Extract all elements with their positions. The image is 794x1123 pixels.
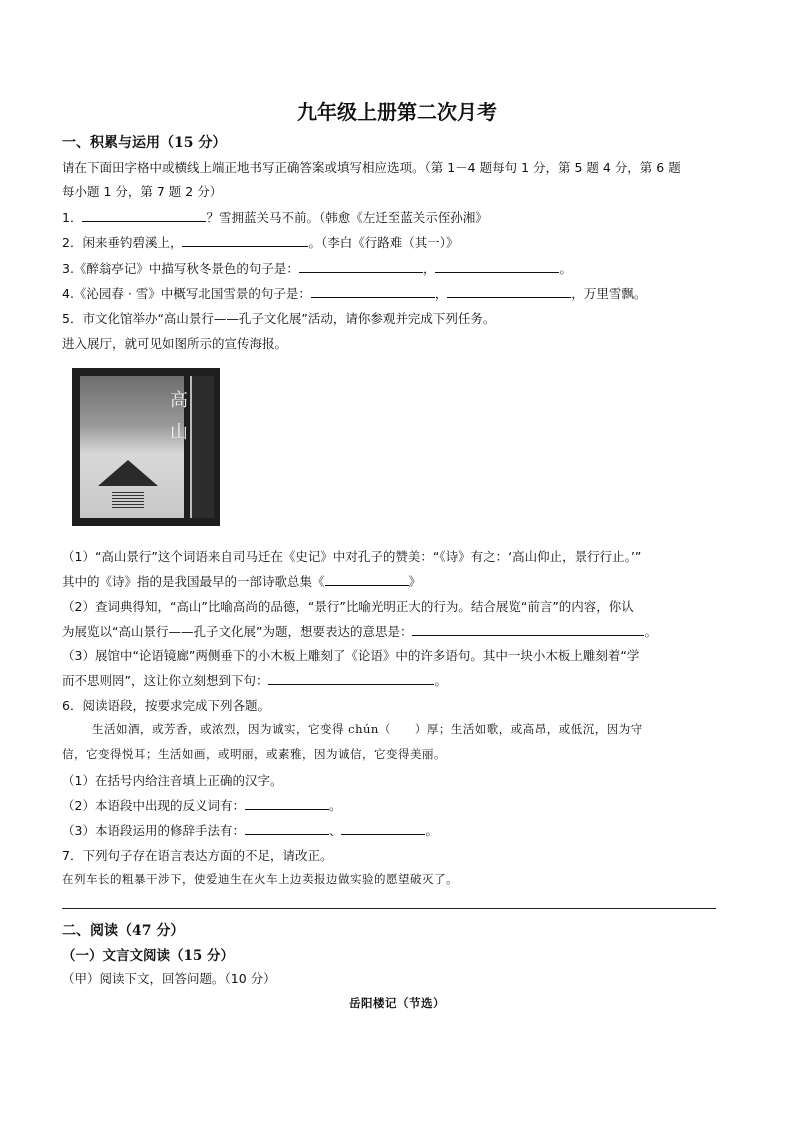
answer-blank-6-3b[interactable]: [341, 822, 425, 835]
question-5-2-text: 为展览以“高山景行——孔子文化展”为题，想要表达的意思是：: [62, 624, 413, 639]
question-5-1-line-2: [62, 572, 421, 590]
poster-side-strip: [190, 376, 214, 518]
question-3-sep: ，: [422, 261, 436, 276]
question-3-end: 。: [559, 261, 572, 276]
exhibition-poster: [72, 368, 220, 526]
instruction-line-1: 请在下面田字格中或横线上端正地书写正确答案或填写相应选项。（第 1－4 题每句 1 分，第 5 题 4 分，第 6 题: [62, 160, 681, 175]
question-5-3-line-1: （3）展馆中“论语镜廊”两侧垂下的小木板上雕刻了《论语》中的许多语句。其中一块小木板上雕刻着“学: [62, 648, 640, 663]
question-1-text: ？雪拥蓝关马不前。（韩愈《左迁至蓝关示侄孙湘》: [206, 210, 488, 225]
question-6-2: [62, 796, 341, 814]
question-5-2-line-2: [62, 622, 657, 640]
question-6-2-end: 。: [328, 798, 342, 813]
poster-char-2: 山: [170, 422, 188, 443]
question-1: [62, 208, 488, 226]
reading-instruction: （甲）阅读下文，回答问题。（10 分）: [62, 971, 276, 986]
question-5-3-line-2: [62, 671, 447, 689]
question-5-2-line-1: （2）查词典得知，“高山”比喻高尚的品德，“景行”比喻光明正大的行为。结合展览“前言”的内容，你认: [62, 599, 634, 614]
answer-blank-6-3a[interactable]: [245, 822, 329, 835]
answer-blank-4a[interactable]: [311, 285, 435, 298]
question-6: 6．阅读语段，按要求完成下列各题。: [62, 698, 270, 713]
question-4-end: ，万里雪飘。: [571, 286, 647, 301]
question-5: 5．市文化馆举办“高山景行——孔子文化展”活动，请你参观并完成下列任务。: [62, 311, 496, 326]
question-5-1-text: 其中的《诗》指的是我国最早的一部诗歌总集《: [62, 574, 325, 589]
question-6-1: （1）在括号内给注音填上正确的汉字。: [62, 773, 283, 788]
section-heading-part2: 二、阅读（47 分）: [62, 923, 185, 939]
question-5-intro: 进入展厅，就可见如图所示的宣传海报。: [62, 336, 288, 351]
question-4-sep: ，: [434, 286, 448, 301]
answer-blank-3a[interactable]: [299, 260, 423, 273]
answer-blank-1[interactable]: [82, 209, 206, 222]
section-heading-part1: 一、积累与运用（15 分）: [62, 135, 227, 151]
question-6-2-text: （2）本语段中出现的反义词有：: [62, 798, 245, 813]
question-6-passage-line-1: 生活如酒，或芳香，或浓烈，因为诚实，它变得 chún（ ）厚；生活如歌，或高昂，或低沉，因为守: [92, 722, 643, 736]
answer-blank-5-1[interactable]: [325, 573, 409, 586]
question-1-number: 1．: [62, 210, 83, 225]
question-2-text: 2．闲来垂钓碧溪上，: [62, 235, 183, 250]
question-6-3-sep: 、: [328, 823, 342, 838]
answer-blank-6-2[interactable]: [245, 797, 329, 810]
question-5-3-end: 。: [434, 673, 447, 688]
question-6-passage-line-2: 信，它变得悦耳；生活如画，或明丽，或素雅，因为诚信，它变得美丽。: [62, 747, 446, 761]
question-2: [62, 233, 458, 251]
poster-text-lines: [112, 492, 144, 510]
answer-blank-4b[interactable]: [447, 285, 571, 298]
page-title: 九年级上册第二次月考: [297, 100, 497, 124]
instruction-line-2: 每小题 1 分，第 7 题 2 分）: [62, 184, 223, 199]
question-5-1-line-1: （1）“高山景行”这个词语来自司马迁在《史记》中对孔子的赞美：“《诗》有之：‘高山仰止，景行行止。’”: [62, 549, 642, 564]
subsection-heading: （一）文言文阅读（15 分）: [62, 948, 234, 964]
section-divider: [62, 908, 716, 909]
question-5-3-text: 而不思则罔”，这让你立刻想到下句：: [62, 673, 269, 688]
question-4: [62, 284, 646, 302]
question-6-3-end: 。: [425, 823, 438, 838]
question-7: 7．下列句子存在语言表达方面的不足，请改正。: [62, 848, 333, 863]
question-2-tail: 。（李白《行路难（其一）》: [308, 235, 459, 250]
answer-blank-2[interactable]: [182, 234, 308, 247]
answer-blank-5-3[interactable]: [268, 672, 434, 685]
poster-char-1: 高: [170, 390, 188, 411]
passage-title: 岳阳楼记（节选）: [349, 996, 445, 1010]
answer-blank-5-2[interactable]: [412, 623, 644, 636]
question-3: [62, 259, 572, 277]
poster-mountain-shape: [98, 460, 158, 486]
answer-blank-3b[interactable]: [435, 260, 559, 273]
question-5-2-end: 。: [644, 624, 657, 639]
question-3-text: 3.《醉翁亭记》中描写秋冬景色的句子是：: [62, 261, 299, 276]
question-6-3-text: （3）本语段运用的修辞手法有：: [62, 823, 245, 838]
question-5-1-end: 》: [408, 574, 422, 589]
question-7-sentence: 在列车长的粗暴干涉下，使爱迪生在火车上边卖报边做实验的愿望破灭了。: [62, 872, 458, 886]
question-6-3: [62, 821, 438, 839]
question-4-text: 4.《沁园春 · 雪》中概写北国雪景的句子是：: [62, 286, 311, 301]
